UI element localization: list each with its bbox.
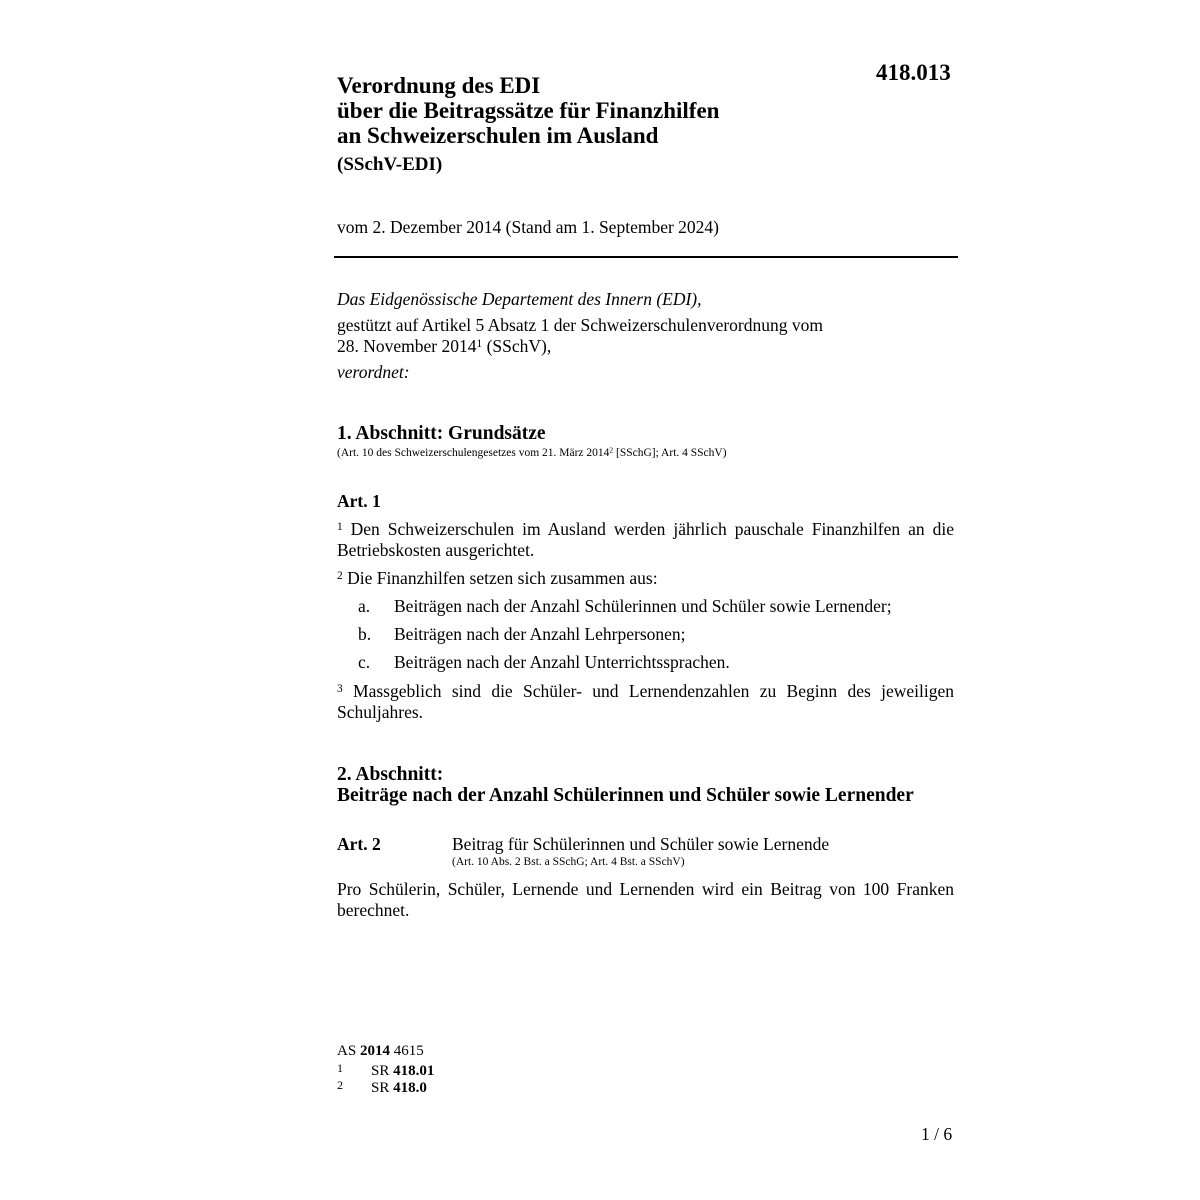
paragraph-number: 1 [337, 520, 343, 533]
art1-paragraph-1 [337, 519, 954, 561]
section1-title: 1. Abschnitt: Grundsätze [337, 423, 546, 444]
art2-subject: Beitrag für Schülerinnen und Schüler sowie Lernende [452, 834, 830, 854]
paragraph-number: 2 [337, 569, 343, 582]
list-item-a-letter: a. [358, 596, 371, 616]
footnote-sr-link[interactable]: 418.01 [393, 1063, 435, 1079]
header-divider [334, 256, 958, 258]
document-title [337, 73, 719, 148]
art1-heading: Art. 1 [337, 491, 381, 511]
sr-number: 418.013 [876, 60, 951, 85]
section1-ref-text: (Art. 10 des Schweizerschulengesetzes vom 21. März 2014 [337, 447, 610, 459]
section2-title-line1: 2. Abschnitt: [337, 764, 444, 785]
art1-paragraph-3 [337, 681, 954, 723]
title-line-3: an Schweizerschulen im Ausland [337, 123, 659, 148]
list-item-c-text: Beiträgen nach der Anzahl Unterrichtssprachen. [394, 652, 730, 672]
art2-reference: (Art. 10 Abs. 2 Bst. a SSchG; Art. 4 Bst. a SSchV) [452, 856, 685, 868]
date-line: vom 2. Dezember 2014 (Stand am 1. September 2024) [337, 217, 719, 237]
page-number: 1 / 6 [921, 1124, 953, 1144]
as-prefix: AS [337, 1043, 360, 1059]
preamble-authority: Das Eidgenössische Departement des Innern (EDI), [337, 289, 702, 309]
list-item-b-letter: b. [358, 624, 372, 644]
preamble-basis-line1: gestützt auf Artikel 5 Absatz 1 der Schweizerschulenverordnung vom [337, 315, 823, 335]
footnote-1-number: 1 [337, 1061, 343, 1075]
list-item-a-text: Beiträgen nach der Anzahl Schülerinnen und Schüler sowie Lernender; [394, 596, 892, 616]
footnote-prefix: SR [371, 1080, 394, 1096]
as-page: 4615 [389, 1043, 424, 1059]
as-year: 2014 [359, 1043, 390, 1059]
short-title: (SSchV-EDI) [337, 154, 443, 175]
footnote-prefix: SR [371, 1063, 394, 1079]
art1-paragraph-2 [337, 568, 954, 589]
paragraph-text: Den Schweizerschulen im Ausland werden jährlich pauschale Finanzhilfen an die Betriebskosten ausgerichtet. [337, 519, 954, 560]
art2-heading: Art. 2 [337, 834, 381, 854]
preamble-basis-line2 [337, 336, 551, 357]
art2-paragraph: Pro Schülerin, Schüler, Lernende und Lernenden wird ein Beitrag von 100 Franken berechnet. [337, 879, 954, 920]
title-line-1: Verordnung des EDI [337, 73, 541, 98]
footnote-2-number: 2 [337, 1078, 343, 1092]
section2-title [337, 764, 914, 806]
basis-abbrev: (SSchV), [482, 336, 552, 356]
section2-title-line2: Beiträge nach der Anzahl Schülerinnen und Schüler sowie Lernender [337, 785, 914, 806]
paragraph-number: 3 [337, 682, 343, 695]
footnote-ref-2[interactable]: 2 [609, 445, 614, 455]
section1-reference [337, 447, 727, 459]
basis-date: 28. November 2014 [337, 336, 477, 356]
footnote-1 [371, 1063, 434, 1080]
paragraph-text: Die Finanzhilfen setzen sich zusammen aus: [342, 568, 658, 588]
footnote-2 [371, 1080, 427, 1097]
list-item-c-letter: c. [358, 652, 371, 672]
title-line-2: über die Beitragssätze für Finanzhilfen [337, 98, 720, 123]
preamble-decree: verordnet: [337, 362, 410, 382]
paragraph-text: Massgeblich sind die Schüler- und Lernendenzahlen zu Beginn des jeweiligen Schuljahres. [337, 681, 954, 722]
section1-ref-tail: [SSchG]; Art. 4 SSchV) [613, 447, 727, 459]
footnote-as [337, 1043, 424, 1060]
footnote-sr-link[interactable]: 418.0 [393, 1080, 427, 1096]
list-item-b-text: Beiträgen nach der Anzahl Lehrpersonen; [394, 624, 686, 644]
footnote-ref-1[interactable]: 1 [476, 337, 483, 350]
